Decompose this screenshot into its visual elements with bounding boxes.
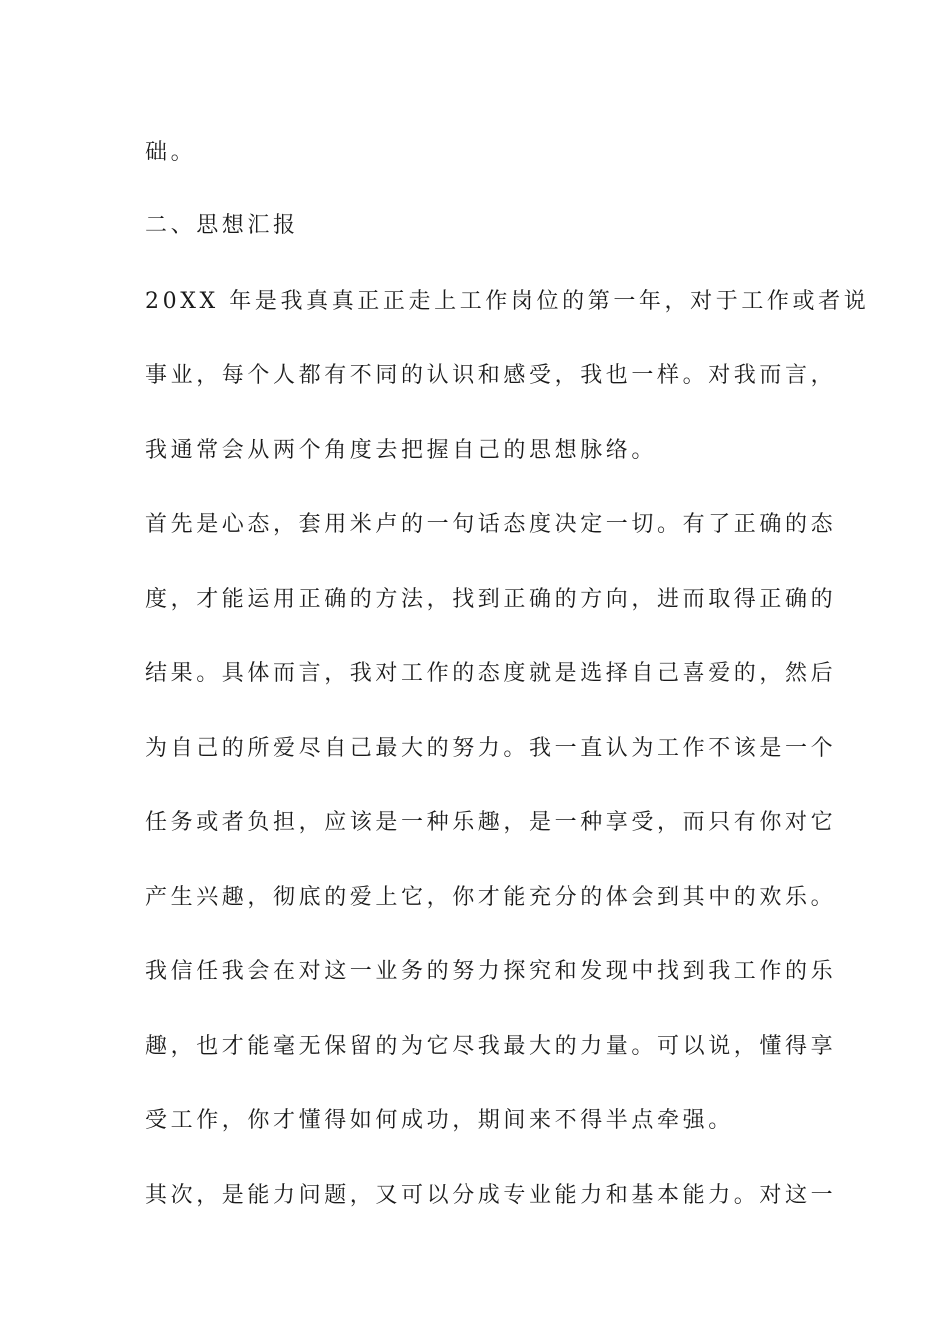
section-heading: 二、思想汇报: [145, 213, 299, 238]
paragraph-line: 首先是心态，套用米卢的一句话态度决定一切。有了正确的态: [145, 512, 837, 537]
paragraph-line: 度，才能运用正确的方法，找到正确的方向，进而取得正确的: [145, 587, 837, 612]
paragraph-line: 结果。具体而言，我对工作的态度就是选择自己喜爱的，然后: [145, 661, 837, 686]
paragraph-line: 受工作，你才懂得如何成功，期间来不得半点牵强。: [145, 1108, 734, 1133]
paragraph-line: 20XX 年是我真真正正走上工作岗位的第一年，对于工作或者说: [145, 289, 870, 314]
paragraph-line: 我信任我会在对这一业务的努力探究和发现中找到我工作的乐: [145, 959, 837, 984]
paragraph-line: 事业，每个人都有不同的认识和感受，我也一样。对我而言，: [145, 363, 837, 388]
paragraph-line: 我通常会从两个角度去把握自己的思想脉络。: [145, 438, 658, 463]
paragraph-line: 任务或者负担，应该是一种乐趣，是一种享受，而只有你对它: [145, 810, 837, 835]
paragraph-line: 趣，也才能毫无保留的为它尽我最大的力量。可以说，懂得享: [145, 1034, 837, 1059]
paragraph-line: 产生兴趣，彻底的爱上它，你才能充分的体会到其中的欢乐。: [145, 885, 837, 910]
paragraph-line: 其次，是能力问题，又可以分成专业能力和基本能力。对这一: [145, 1183, 837, 1208]
paragraph-line: 为自己的所爱尽自己最大的努力。我一直认为工作不该是一个: [145, 736, 837, 761]
text-line-continuation: 础。: [145, 140, 197, 165]
